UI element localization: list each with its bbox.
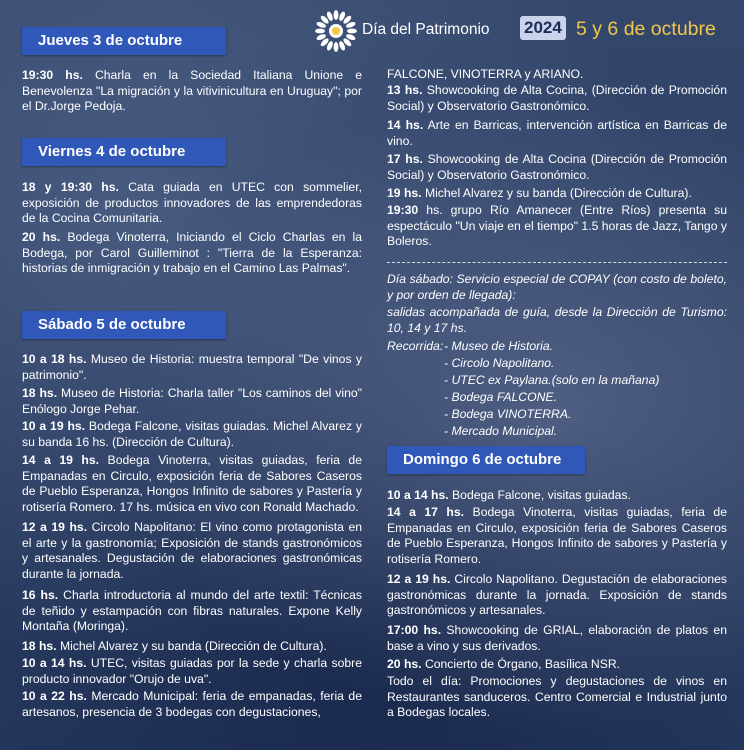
list-item: 14 a 17 hs. Bodega Vinoterra, visitas guiadas, feria de Empanadas en Circulo, exposición feria de Sabores Caseros de Pueblo Esperanza, Hongos Infinito de sabores y Pastería y rotisería Romero. bbox=[387, 505, 727, 566]
event-dates: 5 y 6 de octubre bbox=[576, 18, 716, 40]
divider bbox=[387, 262, 727, 263]
list-item: 18 hs. Michel Alvarez y su banda (Dirección de Cultura). bbox=[22, 639, 327, 653]
list-item: 19:30 hs. Charla en la Sociedad Italiana Unione e Benevolenza "La migración y la vitivinicultura en Uruguay"; por el Dr.Jorge Pedoja. bbox=[22, 68, 362, 114]
copay-intro: Día sábado: Servicio especial de COPAY (con costo de boleto, y por orden de llegada): bbox=[387, 272, 727, 302]
list-item: 20 hs. Concierto de Órgano, Basílica NSR. bbox=[387, 657, 621, 671]
copay-stop: - Bodega VINOTERRA. bbox=[444, 407, 572, 421]
list-item: 10 a 14 hs. Bodega Falcone, visitas guiadas. bbox=[387, 488, 631, 502]
day-heading-jueves: Jueves 3 de octubre bbox=[22, 27, 226, 55]
day-heading-sabado: Sábado 5 de octubre bbox=[22, 311, 226, 339]
list-item: 20 hs. Bodega Vinoterra, Iniciando el Ciclo Charlas en la Bodega, por Carol Guilleminot : "Tierra de la Esperanza: historias de inmigración y trabajo en el Camino Las Palmas". bbox=[22, 230, 363, 276]
list-item: 10 a 18 hs. Museo de Historia: muestra temporal "De vinos y patrimonio". bbox=[22, 352, 362, 382]
sun-flower-logo-icon bbox=[315, 10, 357, 52]
list-item: 10 a 19 hs. Bodega Falcone, visitas guiadas. Michel Alvarez y su banda 16 hs. (Dirección de Cultura). bbox=[22, 419, 362, 449]
list-item: 17 hs. Showcooking de Alta Cocina (Dirección de Promoción Social) y Observatorio Gastronómico. bbox=[387, 152, 727, 182]
list-item: 19:30 hs. grupo Río Amanecer (Entre Ríos) presenta su espectáculo "Un viaje en el tiempo" 1.5 horas de Jazz, Tango y Boleros. bbox=[387, 203, 727, 249]
list-item: 19 hs. Michel Alvarez y su banda (Dirección de Cultura). bbox=[387, 186, 692, 200]
copay-recorrida-label: Recorrida: bbox=[387, 339, 444, 353]
list-item: 10 a 22 hs. Mercado Municipal: feria de empanadas, feria de artesanos, presencia de 3 bodegas con degustaciones, bbox=[22, 689, 362, 719]
list-item: 12 a 19 hs. Circolo Napolitano: El vino como protagonista en el arte y la gastronomía; Exposición de stands gastronómicos y artesanales. Degustación de elaboraciones gastronómicas durante la jornada. bbox=[22, 520, 362, 581]
event-year-badge: 2024 bbox=[520, 16, 566, 40]
list-item: FALCONE, VINOTERRA y ARIANO. bbox=[387, 67, 584, 81]
list-item: 10 a 14 hs. UTEC, visitas guiadas por la sede y charla sobre producto innovador "Orujo de uva". bbox=[22, 656, 362, 686]
list-item: 12 a 19 hs. Circolo Napolitano. Degustación de elaboraciones gastronómicas durante la jornada. Exposición de stands gastronómicos y artesanales. bbox=[387, 572, 727, 618]
copay-stop: - Museo de Historia. bbox=[444, 339, 554, 353]
list-item: Todo el día: Promociones y degustaciones de vinos en Restaurantes sanduceros. Centro Comercial e Industrial junto a Bodegas locales. bbox=[387, 674, 727, 720]
copay-stop: - Circolo Napolitano. bbox=[444, 356, 555, 370]
list-item: 14 a 19 hs. Bodega Vinoterra, visitas guiadas, feria de Empanadas en Circulo, exposición feria de Sabores Caseros de Pueblo Esperanza, Hongos Infinito de sabores y Pastería y rotisería Romero. 17 hs. música en vivo con Ronald Machado. bbox=[22, 453, 362, 514]
list-item: 18 hs. Museo de Historia: Charla taller "Los caminos del vino" Enólogo Jorge Pehar. bbox=[22, 386, 362, 416]
copay-salidas: salidas acompañada de guía, desde la Dirección de Turismo: 10, 14 y 17 hs. bbox=[387, 305, 727, 335]
list-item: 13 hs. Showcooking de Alta Cocina, (Dirección de Promoción Social) y Observatorio Gastronómico. bbox=[387, 83, 727, 113]
day-heading-viernes: Viernes 4 de octubre bbox=[22, 138, 226, 166]
day-heading-domingo: Domingo 6 de octubre bbox=[387, 446, 585, 474]
copay-stop: - Mercado Municipal. bbox=[444, 424, 558, 438]
list-item: 18 y 19:30 hs. Cata guiada en UTEC con sommelier, exposición de productos innovadores de las emprendedoras de la Cocina Comunitaria. bbox=[22, 180, 362, 226]
copay-stop: - UTEC ex Paylana.(solo en la mañana) bbox=[444, 373, 660, 387]
list-item: 14 hs. Arte en Barricas, intervención artística en Barricas de vino. bbox=[387, 118, 727, 148]
list-item: 16 hs. Charla introductoria al mundo del arte textil: Técnicas de teñido y estampación con fibras naturales. Expone Kelly Montaña (Moringa). bbox=[22, 588, 362, 634]
event-title: Día del Patrimonio bbox=[362, 21, 490, 38]
list-item: 17:00 hs. Showcooking de GRIAL, elaboración de platos en base a vino y sus derivados. bbox=[387, 623, 727, 653]
copay-stop: - Bodega FALCONE. bbox=[444, 390, 557, 404]
